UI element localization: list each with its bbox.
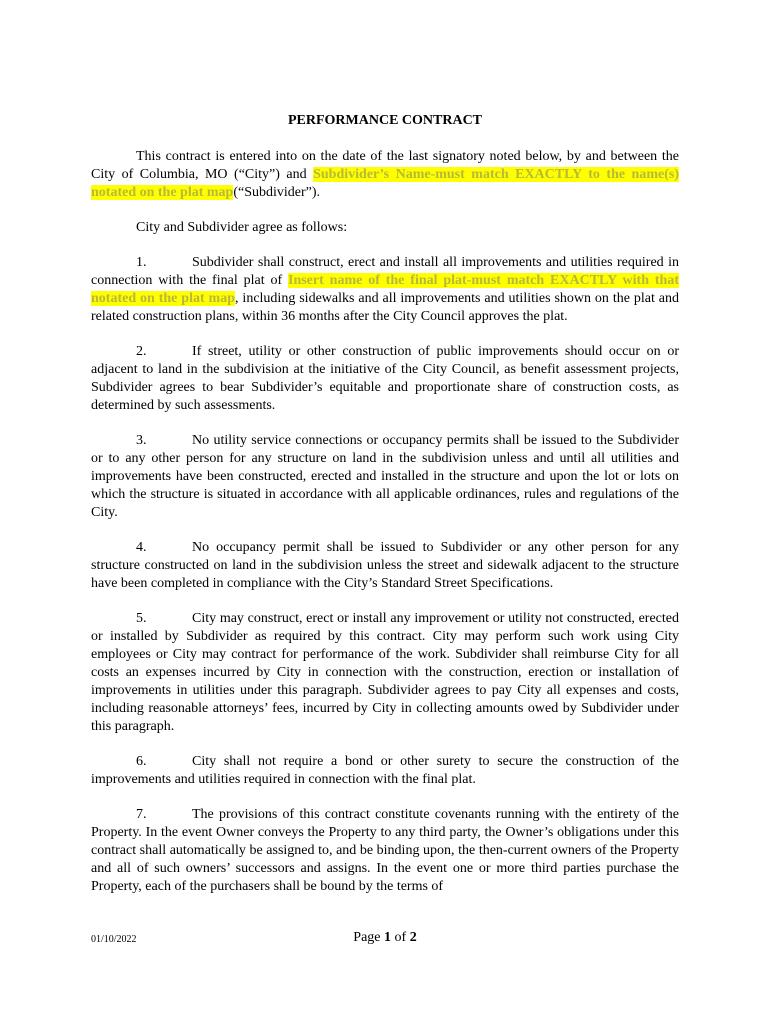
- of-word: of: [394, 930, 407, 945]
- clause-number: 4.: [136, 540, 147, 555]
- clause-number: 3.: [136, 433, 147, 448]
- clause-number: 1.: [136, 255, 147, 270]
- clause-text: No occupancy permit shall be issued to Subdivider or any other person for any structure constructed on land in the subdivision unless the street and sidewalk adjacent to the structure have been completed in compliance with the City’s Standard Street Specifications.: [91, 540, 679, 591]
- clause-number: 7.: [136, 807, 147, 822]
- intro-highlight-field: Subdivider’s Name-must match EXACTLY to the name(s) notated on the plat map: [91, 167, 679, 200]
- clause-number: 6.: [136, 754, 147, 769]
- clause-5: [91, 610, 679, 736]
- plat-name-highlight-field: Insert name of the final plat-must match EXACTLY with that notated on the plat map: [91, 273, 679, 306]
- clause-text: City may construct, erect or install any improvement or utility not constructed, erected or installed by Subdivider as required by this contract. City may perform such work using City employees or City may contract for performance of the work. Subdivider shall reimburse City for all costs an expenses incurred by City in connection with the construction, erection or installation of improvements in utilities under this paragraph. Subdivider agrees to pay City all expenses and costs, including reasonable attorneys’ fees, incurred by City in collecting amounts owed by Subdivider under this paragraph.: [91, 611, 679, 734]
- clause-text-end: , including sidewalks and all improvements and utilities shown on the plat and related construction plans, within 36 months after the City Council approves the plat.: [91, 291, 679, 324]
- clause-6: [91, 753, 679, 789]
- clause-number: 2.: [136, 344, 147, 359]
- clause-text: No utility service connections or occupancy permits shall be issued to the Subdivider or to any other person for any structure on land in the subdivision unless and until all utilities and improvements have been constructed, erected and installed in the structure and upon the lot or lots on which the structure is situated in accordance with all applicable ordinances, rules and regulations of the City.: [91, 433, 679, 520]
- page-number: [91, 930, 679, 946]
- total-pages: 2: [409, 930, 417, 945]
- clause-7: [91, 806, 679, 896]
- clause-text: If street, utility or other construction of public improvements should occur on or adjacent to land in the subdivision at the initiative of the City Council, as benefit assessment projects, Subdivider agrees to bear Subdivider’s equitable and proportionate share of construction costs, as determined by such assessments.: [91, 344, 679, 413]
- clause-3: [91, 432, 679, 522]
- clause-4: [91, 539, 679, 593]
- page-footer: [91, 930, 679, 950]
- document-title: PERFORMANCE CONTRACT: [287, 113, 483, 128]
- footer-date: 01/10/2022: [91, 934, 137, 945]
- intro-paragraph: [91, 148, 679, 202]
- page-word: Page: [353, 930, 381, 945]
- clause-number: 5.: [136, 611, 147, 626]
- intro-text-end: (“Subdivider”).: [233, 185, 321, 200]
- clause-text: City shall not require a bond or other surety to secure the construction of the improvements and utilities required in connection with the final plat.: [91, 754, 679, 787]
- intro-text: This contract is entered into on the date of the last signatory noted below, by and between the City of Columbia, MO (“City”) and: [91, 149, 679, 182]
- clause-1: [91, 254, 679, 326]
- clause-text: Subdivider shall construct, erect and install all improvements and utilities required in connection with the final plat of: [91, 255, 679, 288]
- agree-paragraph: City and Subdivider agree as follows:: [136, 220, 348, 235]
- clause-2: [91, 343, 679, 415]
- clause-text: The provisions of this contract constitute covenants running with the entirety of the Property. In the event Owner conveys the Property to any third party, the Owner’s obligations under this contract shall automatically be assigned to, and be binding upon, the then-current owners of the Property and all of such owners’ successors and assigns. In the event one or more third parties purchase the Property, each of the purchasers shall be bound by the terms of: [91, 807, 679, 894]
- current-page: 1: [384, 930, 392, 945]
